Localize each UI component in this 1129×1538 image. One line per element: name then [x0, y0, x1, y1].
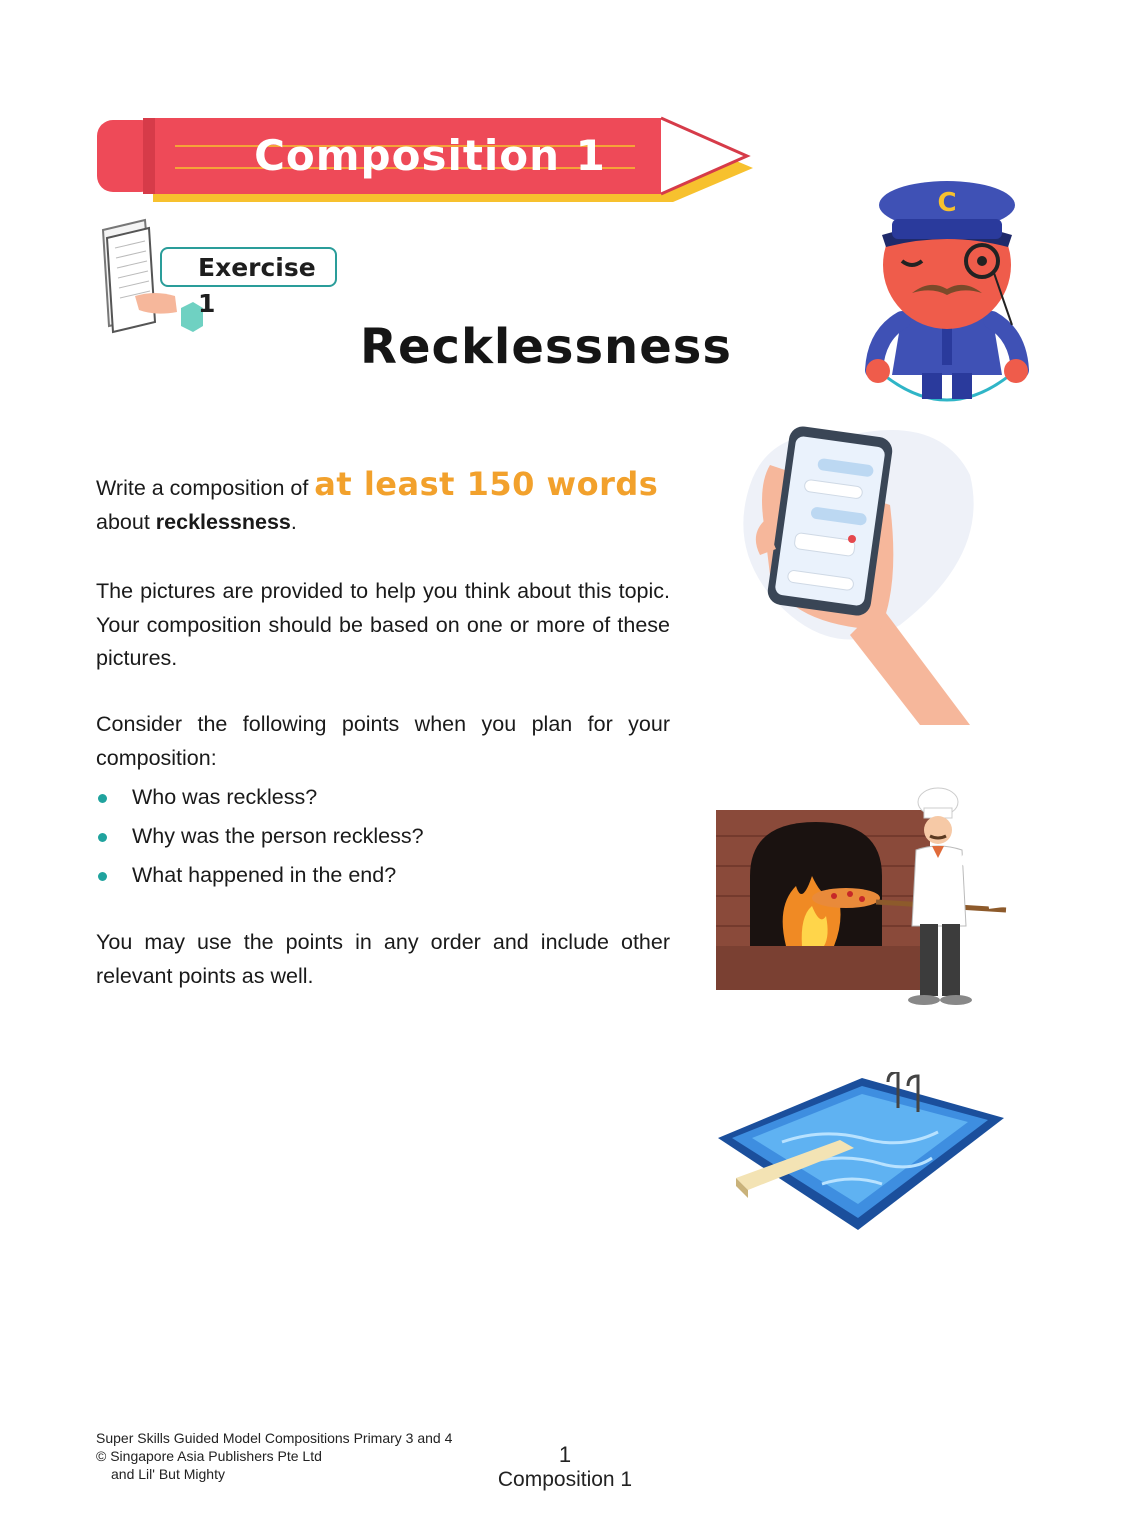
- list-item: [96, 858, 670, 892]
- instruction-paragraph-4: You may use the points in any order and include other relevant points as well.: [96, 930, 670, 988]
- police-officer-icon: [862, 175, 1032, 410]
- list-item-text: What happened in the end?: [132, 863, 397, 887]
- phone-in-hand-icon: [730, 425, 980, 725]
- cap-letter: C: [937, 188, 957, 218]
- page-title: Recklessness: [360, 319, 732, 375]
- word-count-highlight: at least 150 words: [314, 465, 659, 503]
- swimming-pool-icon: [712, 1072, 1008, 1234]
- page-number: 1: [558, 1442, 572, 1467]
- composition-title: Composition 1: [254, 131, 606, 180]
- footer-line-1: Super Skills Guided Model Compositions Primary 3 and 4: [96, 1430, 453, 1446]
- list-item-text: Why was the person reckless?: [132, 824, 424, 848]
- instruction-paragraph-3: Consider the following points when you plan for your composition:: [96, 712, 670, 770]
- topic-word: recklessness: [155, 509, 291, 534]
- p1-mid: about: [96, 509, 150, 534]
- footer-credits: [96, 1429, 516, 1483]
- bullet-dot-icon: [98, 794, 107, 803]
- chef-pizza-oven-icon: [716, 786, 1011, 1012]
- list-item: [96, 819, 670, 853]
- exercise-label: Exercise 1: [198, 253, 316, 318]
- list-item: [96, 780, 670, 814]
- instruction-paragraph-1: [96, 465, 670, 539]
- page-label: Composition 1: [497, 1468, 633, 1491]
- p1-prefix: Write a composition of: [96, 476, 309, 500]
- bullet-dot-icon: [98, 833, 107, 842]
- footer-line-3: and Lil' But Mighty: [111, 1466, 225, 1482]
- bullet-dot-icon: [98, 872, 107, 881]
- footer-line-2: © Singapore Asia Publishers Pte Ltd: [96, 1448, 322, 1464]
- list-item-text: Who was reckless?: [132, 785, 318, 809]
- p1-end: .: [290, 509, 297, 534]
- instruction-paragraph-2: The pictures are provided to help you think about this topic. Your composition should be based on one or more of these pictures.: [96, 579, 670, 670]
